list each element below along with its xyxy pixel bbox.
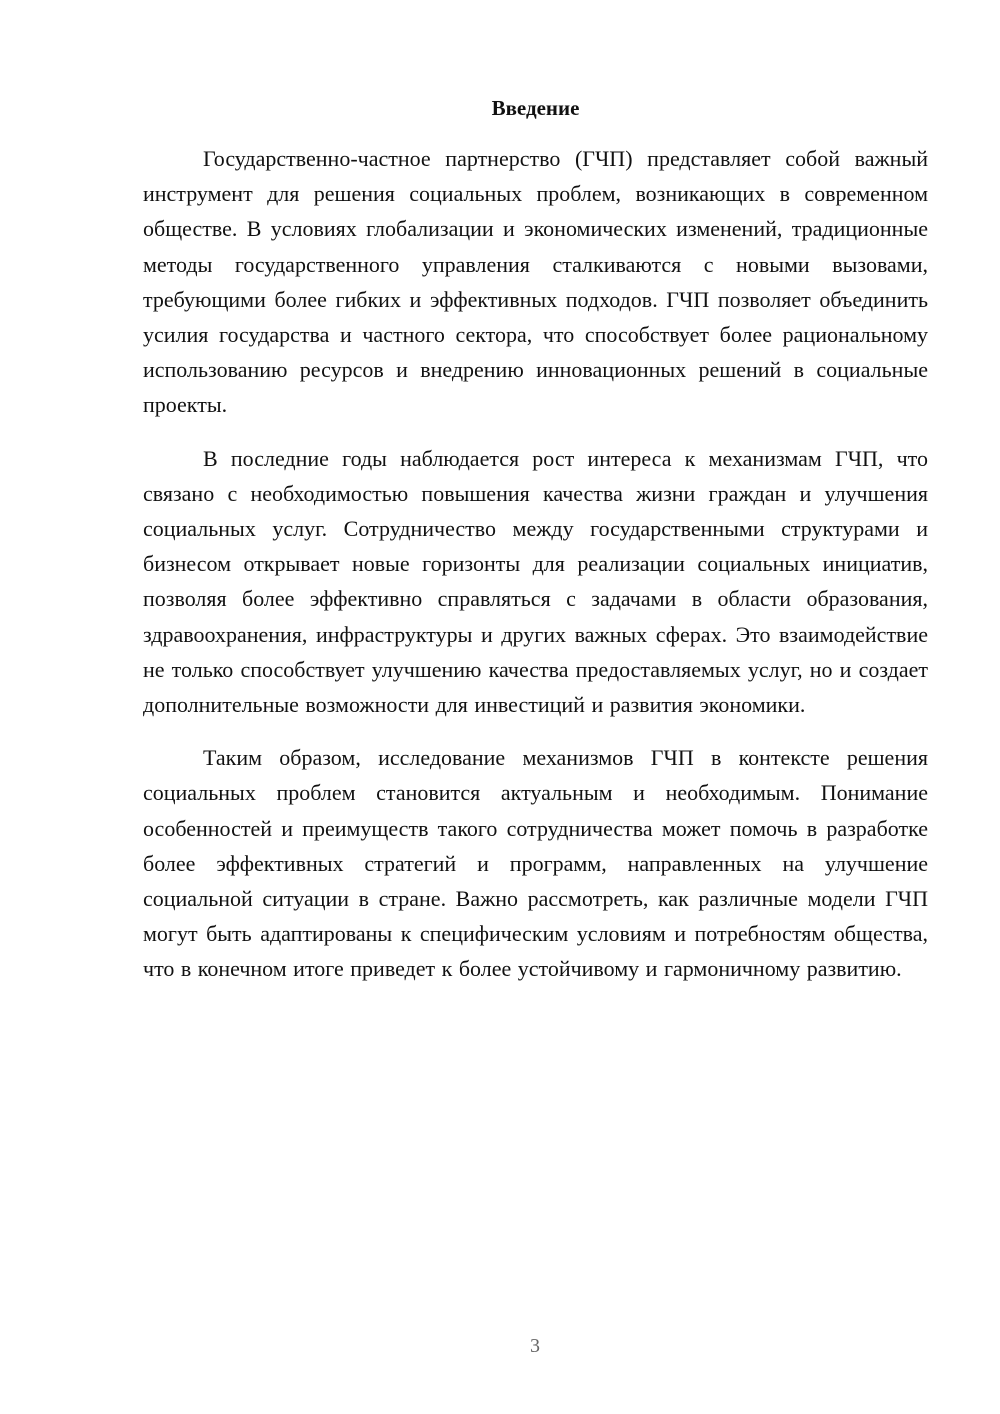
- paragraph-2: В последние годы наблюдается рост интереса к механизмам ГЧП, что связано с необходимостью повышения качества жизни граждан и улучшения социальных услуг. Сотрудничество между государственными структурами и бизнесом открывает новые горизонты для реализации социальных инициатив, позволяя более эффективно справляться с задачами в области образования, здравоохранения, инфраструктуры и других важных сферах. Это взаимодействие не только способствует улучшению качества предоставляемых услуг, но и создает дополнительные возможности для инвестиций и развития экономики.: [143, 445, 928, 718]
- paragraph-1: Государственно-частное партнерство (ГЧП) представляет собой важный инструмент для решения социальных проблем, возникающих в современном обществе. В условиях глобализации и экономических изменений, традиционные методы государственного управления сталкиваются с новыми вызовами, требующими более гибких и эффективных подходов. ГЧП позволяет объединить усилия государства и частного сектора, что способствует более рациональному использованию ресурсов и внедрению инновационных решений в социальные проекты.: [143, 146, 928, 418]
- body-text: [143, 141, 928, 1005]
- page-number: 3: [530, 1335, 540, 1357]
- paragraph-3: Таким образом, исследование механизмов ГЧП в контексте решения социальных проблем становится актуальным и необходимым. Понимание особенностей и преимуществ такого сотрудничества может помочь в разработке более эффективных стратегий и программ, направленных на улучшение социальной ситуации в стране. Важно рассмотреть, как различные модели ГЧП могут быть адаптированы к специфическим условиям и потребностям общества, что в конечном итоге приведет к более устойчивому и гармоничному развитию.: [143, 745, 928, 982]
- section-heading: Введение: [491, 96, 580, 120]
